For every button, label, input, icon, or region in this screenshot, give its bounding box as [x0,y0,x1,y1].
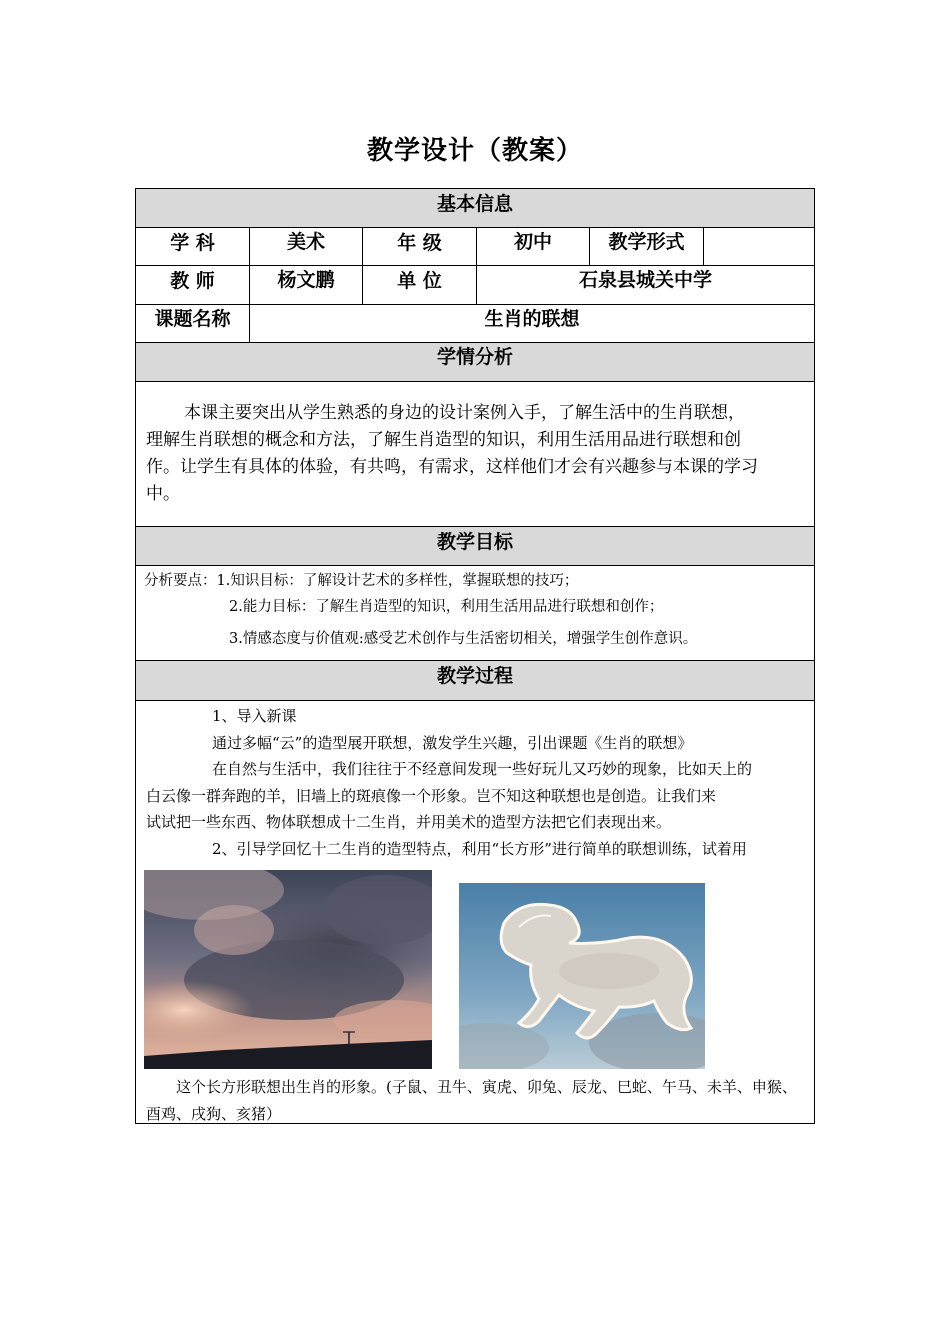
process-line: 2、引导学回忆十二生肖的造型特点，利用“长方形”进行简单的联想训练，试着用 [212,839,747,858]
section-header-analysis [136,343,814,382]
sunset-cloud-photo [144,870,432,1069]
analysis-line: 作。让学生有具体的体验，有共鸣，有需求，这样他们才会有兴趣参与本课的学习 [146,457,758,477]
process-line: 酉鸡、戌狗、亥猪） [146,1104,282,1123]
process-line: 这个长方形联想出生肖的形象。(子鼠、丑牛、寅虎、卯兔、辰龙、巳蛇、午马、未羊、申猴、 [176,1078,797,1096]
teaching-form-label: 教学形式 [590,228,704,265]
subject-value: 美术 [250,228,363,265]
teacher-label: 教 师 [136,266,250,304]
unit-label: 单 位 [363,266,477,304]
document-title: 教学设计（教案） [366,136,583,166]
section-header-basic-info [136,189,814,228]
section-header-goals [136,527,814,566]
grade-value: 初中 [477,228,590,265]
section-title: 学情分析 [436,346,513,368]
goal-line: 分析要点：1.知识目标：了解设计艺术的多样性，掌握联想的技巧； [144,573,579,589]
process-line: 1、导入新课 [212,707,297,725]
process-continued [136,1074,814,1124]
info-row-topic [136,305,814,343]
process-line: 通过多幅“云”的造型展开联想，激发学生兴趣，引出课题《生肖的联想》 [212,733,693,752]
process-line: 试试把一些东西、物体联想成十二生肖，并用美术的造型方法把它们表现出来。 [146,813,672,831]
process-line: 在自然与生活中，我们往往于不经意间发现一些好玩儿又巧妙的现象，比如天上的 [212,760,753,778]
info-row-teacher [136,266,814,305]
goal-line: 2.能力目标：了解生肖造型的知识，利用生活用品进行联想和创作； [229,599,664,615]
subject-label: 学 科 [136,228,250,265]
analysis-line: 本课主要突出从学生熟悉的身边的设计案例入手，了解生活中的生肖联想， [184,403,745,423]
goal-line: 3.情感态度与价值观:感受艺术创作与生活密切相关，增强学生创作意识。 [229,631,698,647]
topic-label: 课题名称 [136,305,250,342]
section-header-process [136,661,814,701]
horse-cloud-photo [459,883,705,1069]
analysis-body [136,382,814,527]
teaching-form-value [704,228,814,265]
section-title: 教学目标 [436,531,513,553]
topic-value: 生肖的联想 [484,308,580,330]
lesson-plan-table [135,188,815,1124]
teacher-value: 杨文鹏 [250,266,363,304]
info-row-subject [136,228,814,266]
section-title: 教学过程 [436,665,513,687]
grade-label: 年 级 [363,228,477,265]
unit-value: 石泉县城关中学 [578,269,712,291]
analysis-line: 理解生肖联想的概念和方法，了解生肖造型的知识，利用生活用品进行联想和创 [146,430,741,450]
process-line: 白云像一群奔跑的羊，旧墙上的斑痕像一个形象。岂不知这种联想也是创造。让我们来 [146,786,717,805]
goals-body [136,566,814,661]
section-title: 基本信息 [436,193,513,215]
analysis-line: 中。 [146,484,180,504]
